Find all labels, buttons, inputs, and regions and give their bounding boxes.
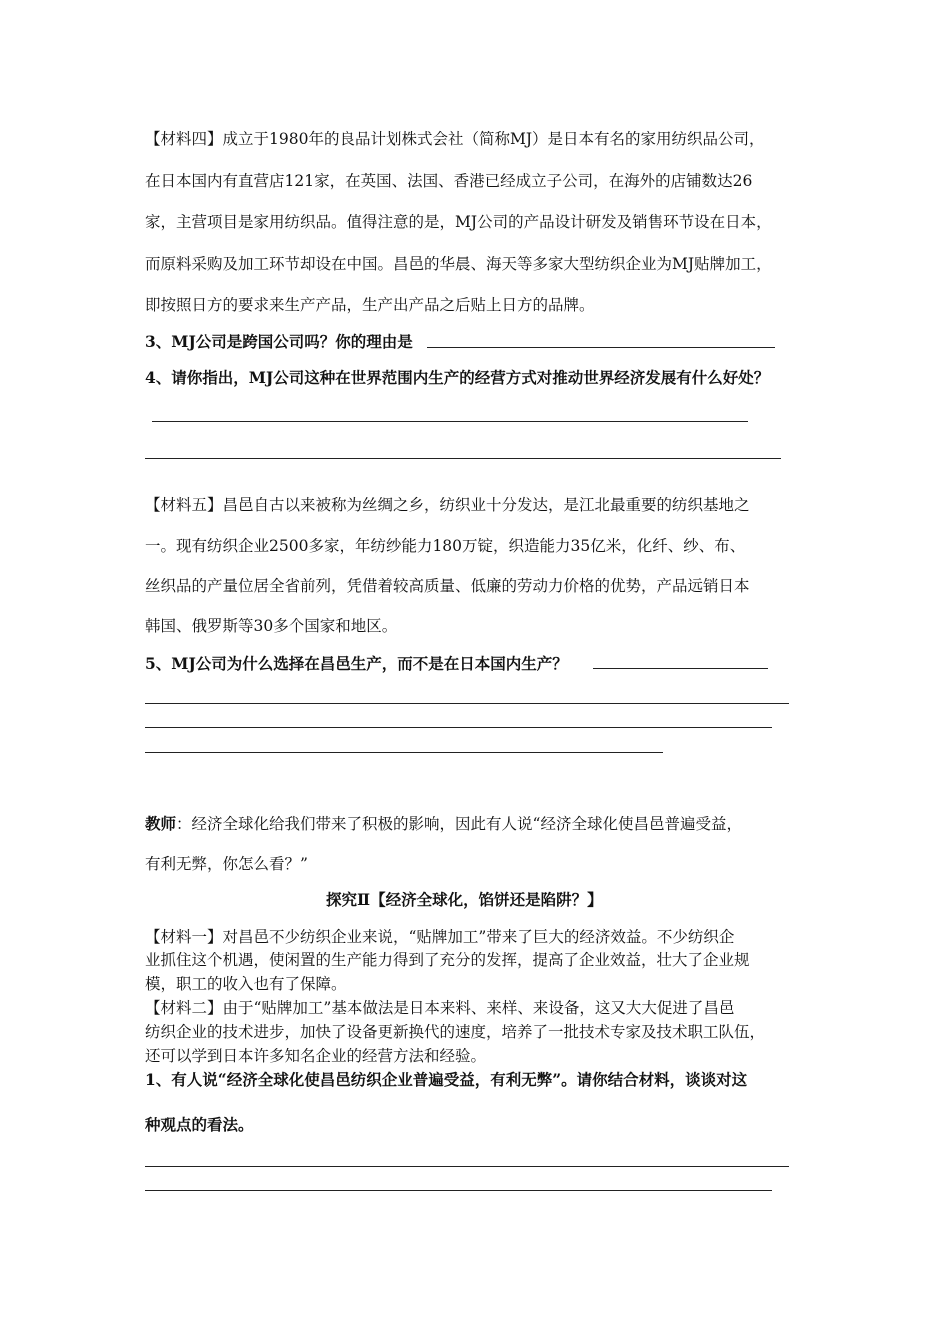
material4-line: 在日本国内有直营店121家，在英国、法国、香港已经成立子公司，在海外的店铺数达26 xyxy=(145,172,753,190)
answer-line-q5[interactable] xyxy=(145,752,663,753)
teacher-text: ：经济全球化给我们带来了积极的影响，因此有人说“经济全球化使昌邑普遍受益， xyxy=(176,815,742,833)
teacher-label: 教师 xyxy=(145,814,177,833)
question-3: 3、MJ公司是跨国公司吗？你的理由是 xyxy=(145,332,413,351)
section-title: 探究Ⅱ【经济全球化，馅饼还是陷阱？】 xyxy=(326,890,603,909)
material5-line: 丝织品的产量位居全省前列，凭借着较高质量、低廉的劳动力价格的优势，产品远销日本 xyxy=(145,577,750,595)
material5-line: 韩国、俄罗斯等30多个国家和地区。 xyxy=(145,617,398,635)
question-1-cont: 种观点的看法。 xyxy=(145,1115,254,1134)
material5-line: 【材料五】昌邑自古以来被称为丝绸之乡，纺织业十分发达，是江北最重要的纺织基地之 xyxy=(145,496,750,514)
material2-line: 【材料二】由于“贴牌加工”基本做法是日本来料、来样、来设备，这又大大促进了昌邑 xyxy=(145,999,735,1017)
material1-line: 【材料一】对昌邑不少纺织企业来说，“贴牌加工”带来了巨大的经济效益。不少纺织企 xyxy=(145,928,735,946)
material4-line: 而原料采购及加工环节却设在中国。昌邑的华晨、海天等多家大型纺织企业为MJ贴牌加工， xyxy=(145,255,772,273)
teacher-line: 有利无弊，你怎么看？” xyxy=(145,855,308,873)
question-5: 5、MJ公司为什么选择在昌邑生产，而不是在日本国内生产？ xyxy=(145,654,568,673)
answer-line-q4[interactable] xyxy=(152,421,748,422)
question-1: 1、有人说“经济全球化使昌邑纺织企业普遍受益，有利无弊”。请你结合材料，谈谈对这 xyxy=(145,1070,748,1089)
answer-line-q5[interactable] xyxy=(145,703,789,704)
material4-line: 即按照日方的要求来生产产品，生产出产品之后贴上日方的品牌。 xyxy=(145,296,595,314)
material1-line: 业抓住这个机遇，使闲置的生产能力得到了充分的发挥，提高了企业效益，壮大了企业规 xyxy=(145,951,750,969)
answer-line-q1[interactable] xyxy=(145,1190,772,1191)
material4-line: 【材料四】成立于1980年的良品计划株式会社（简称MJ）是日本有名的家用纺织品公司， xyxy=(145,130,765,148)
material5-line: 一。现有纺织企业2500多家，年纺纱能力180万锭，织造能力35亿米，化纤、纱、布、 xyxy=(145,537,746,555)
material4-line: 家，主营项目是家用纺织品。值得注意的是，MJ公司的产品设计研发及销售环节设在日本， xyxy=(145,213,772,231)
answer-line-q4[interactable] xyxy=(145,458,781,459)
answer-line-q5[interactable] xyxy=(593,668,768,669)
question-4: 4、请你指出，MJ公司这种在世界范围内生产的经营方式对推动世界经济发展有什么好处？ xyxy=(145,368,770,387)
teacher-line xyxy=(145,812,742,834)
answer-line-q1[interactable] xyxy=(145,1166,789,1167)
material2-line: 纺织企业的技术进步，加快了设备更新换代的速度，培养了一批技术专家及技术职工队伍， xyxy=(145,1023,766,1041)
answer-line-q5[interactable] xyxy=(145,727,772,728)
material1-line: 模，职工的收入也有了保障。 xyxy=(145,975,347,993)
material2-line: 还可以学到日本许多知名企业的经营方法和经验。 xyxy=(145,1047,487,1065)
answer-line-q3[interactable] xyxy=(427,347,775,348)
